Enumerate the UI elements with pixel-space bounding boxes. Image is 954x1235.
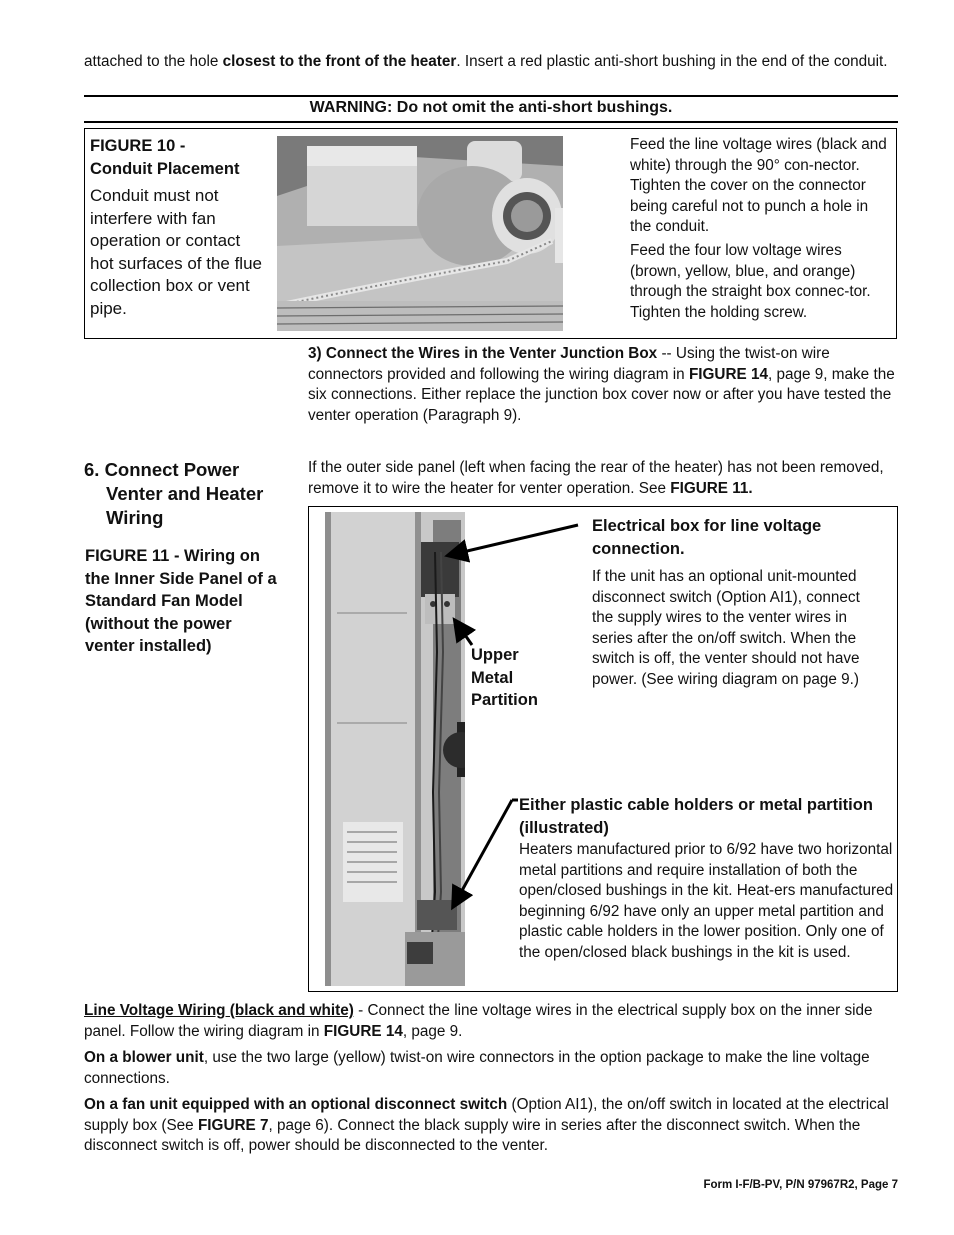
section6-heading-line2: Venter and Heater — [106, 483, 264, 504]
fan-unit-text-2: , page 6). Connect the black supply wire in series after the disconnect switch. When the disconnect switch is off, power should be disconnected to the venter. — [84, 1116, 861, 1155]
section6-heading — [84, 458, 294, 530]
blower-bold: On a blower unit — [84, 1049, 204, 1066]
step3-paragraph — [308, 344, 898, 426]
cable-holders-callout — [519, 794, 894, 964]
fan-unit-text-1: (Option AI1), the on/off switch in located at the electrical supply box (See — [84, 1096, 889, 1134]
intro-text-1: attached to the hole — [84, 53, 223, 70]
conduit-photo-illustration — [277, 136, 563, 331]
figure10-title-line2: Conduit Placement — [90, 160, 240, 178]
cable-holders-text: Heaters manufactured prior to 6/92 have two horizontal metal partitions and require installation of both the open/closed bushings in the kit. Heat-ers manufactured beginning 6/92 have only an upper metal partition and plastic cable holders in the lower position. Only one of the open/closed black bushings in the kit is used. — [519, 841, 894, 961]
blower-paragraph — [84, 1048, 898, 1089]
figure10-right-text — [630, 135, 892, 323]
figure10-title-line1: FIGURE 10 - — [90, 137, 186, 155]
figure10-right-paragraph-1: Feed the line voltage wires (black and white) through the 90° con-nector. Tighten the cover on the connector being careful not to punch a hole in the conduit. — [630, 136, 887, 236]
intro-paragraph — [84, 52, 898, 73]
step3-heading: 3) Connect the Wires in the Venter Junction Box — [308, 345, 658, 362]
cable-holders-title: Either plastic cable holders or metal partition (illustrated) — [519, 796, 873, 837]
section6-heading-line3: Wiring — [106, 507, 164, 528]
section6-body-text: If the outer side panel (left when facing the rear of the heater) has not been removed, remove it to wire the heater for venter operation. See — [308, 459, 884, 497]
fan-unit-bold-1: On a fan unit equipped with an optional disconnect switch — [84, 1096, 508, 1113]
line-voltage-text-2: , page 9. — [402, 1022, 463, 1040]
section6-heading-line1: 6. Connect Power — [84, 459, 240, 480]
line-voltage-bold: FIGURE 14 — [323, 1022, 403, 1040]
electrical-box-text: If the unit has an optional unit-mounted disconnect switch (Option AI1), connect the supply wires to the venter wires in series after the on/off switch. When the switch is off, the venter should not have power. (See wiring diagram on page 9.) — [592, 568, 860, 688]
figure10-title — [90, 135, 270, 181]
electrical-box-title: Electrical box for line voltage connection. — [592, 517, 822, 558]
fan-unit-bold-2: FIGURE 7 — [197, 1116, 269, 1134]
intro-bold: closest to the front of the heater — [222, 53, 457, 70]
warning-bottom-rule — [84, 121, 898, 123]
intro-text-2: . Insert a red plastic anti-short bushing in the end of the conduit. — [456, 53, 888, 70]
upper-metal-partition-label: Upper Metal Partition — [471, 646, 538, 709]
electrical-box-arrow — [450, 525, 578, 555]
fan-unit-paragraph — [84, 1095, 898, 1157]
section6-body-bold: FIGURE 11. — [670, 479, 753, 497]
step3-text-2: , page 9, make the six connections. Either replace the junction box cover now or after you have tested the venter operation (Paragraph 9). — [308, 365, 895, 424]
figure10-caption: Conduit must not interfere with fan operation or contact hot surfaces of the flue collection box or vent pipe. — [90, 186, 262, 318]
warning-text: WARNING: Do not omit the anti-short bushings. — [309, 99, 673, 116]
figure10-photo — [277, 136, 563, 331]
line-voltage-paragraph — [84, 1001, 898, 1042]
figure10-right-paragraph-2: Feed the four low voltage wires (brown, yellow, blue, and orange) through the straight box connec-tor. Tighten the holding screw. — [630, 241, 871, 321]
step3-bold: FIGURE 14 — [688, 365, 768, 383]
line-voltage-text-1: - Connect the line voltage wires in the electrical supply box on the inner side panel. Follow the wiring diagram in — [84, 1002, 873, 1040]
partition-arrow — [456, 622, 472, 645]
section6-body — [308, 458, 898, 499]
electrical-box-callout — [592, 515, 882, 691]
figure11-caption: FIGURE 11 - Wiring on the Inner Side Panel of a Standard Fan Model (without the power venter installed) — [85, 547, 277, 655]
blower-text: , use the two large (yellow) twist-on wire connectors in the option package to make the line voltage connections. — [84, 1049, 870, 1087]
holders-arrow — [454, 800, 512, 905]
page-footer: Form I-F/B-PV, P/N 97967R2, Page 7 — [703, 1179, 898, 1191]
step3-text-1: -- Using the twist-on wire connectors provided and following the wiring diagram in — [308, 345, 830, 383]
line-voltage-heading: Line Voltage Wiring (black and white) — [84, 1002, 354, 1019]
